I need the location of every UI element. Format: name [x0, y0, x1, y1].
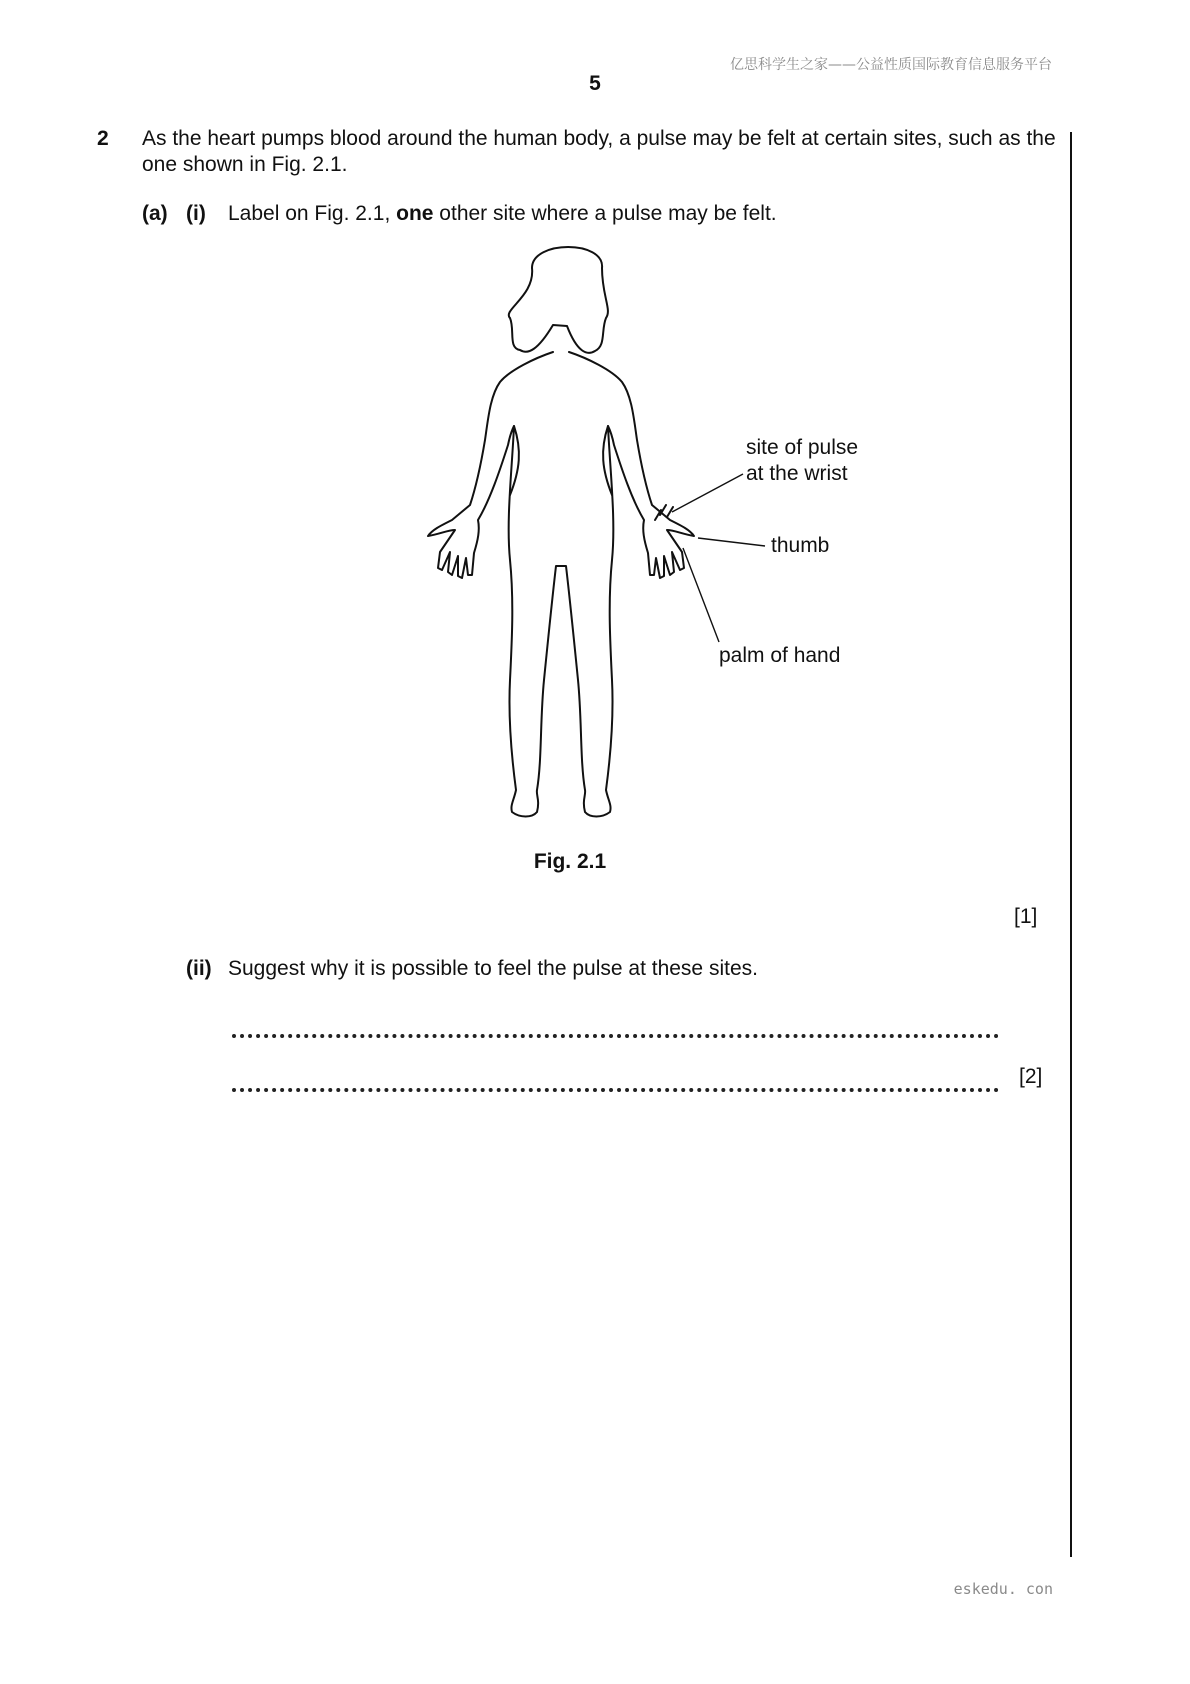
mark-sub-i: [1] [1014, 905, 1038, 928]
figure-caption: Fig. 2.1 [533, 850, 607, 873]
wrist-leader-line [672, 474, 743, 512]
question-stem: As the heart pumps blood around the human body, a pulse may be felt at certain sites, such as the one shown in Fig. 2.1. [142, 127, 1056, 176]
thumb-leader-line [698, 538, 765, 546]
sub-ii-text: Suggest why it is possible to feel the pulse at these sites. [228, 957, 758, 980]
label-wrist-line2: at the wrist [746, 462, 848, 485]
body-silhouette [428, 352, 694, 817]
sub-ii-label: (ii) [186, 957, 212, 980]
label-wrist-line1: site of pulse [746, 436, 859, 459]
body-head-outline [509, 247, 608, 353]
answer-line-1[interactable] [232, 1034, 999, 1038]
label-thumb: thumb [771, 534, 830, 557]
footer-watermark: eskedu. con [953, 1580, 1053, 1598]
question-number: 2 [97, 127, 109, 150]
palm-leader-line [683, 548, 719, 642]
sub-i-label: (i) [186, 202, 206, 225]
part-a-label: (a) [142, 202, 168, 225]
answer-line-2[interactable] [232, 1088, 999, 1092]
margin-rule [1070, 132, 1072, 1557]
mark-sub-ii: [2] [1019, 1065, 1043, 1088]
label-palm: palm of hand [719, 644, 841, 667]
page-number: 5 [589, 72, 601, 95]
sub-i-text-before: Label on Fig. 2.1, [228, 202, 397, 225]
sub-i-text-after: other site where a pulse may be felt. [433, 202, 777, 225]
sub-i-text-bold: one [396, 202, 434, 225]
header-watermark: 亿思科学生之家——公益性质国际教育信息服务平台 [730, 57, 1052, 73]
body-outline-figure[interactable] [410, 245, 880, 825]
sub-i-text [228, 202, 777, 226]
